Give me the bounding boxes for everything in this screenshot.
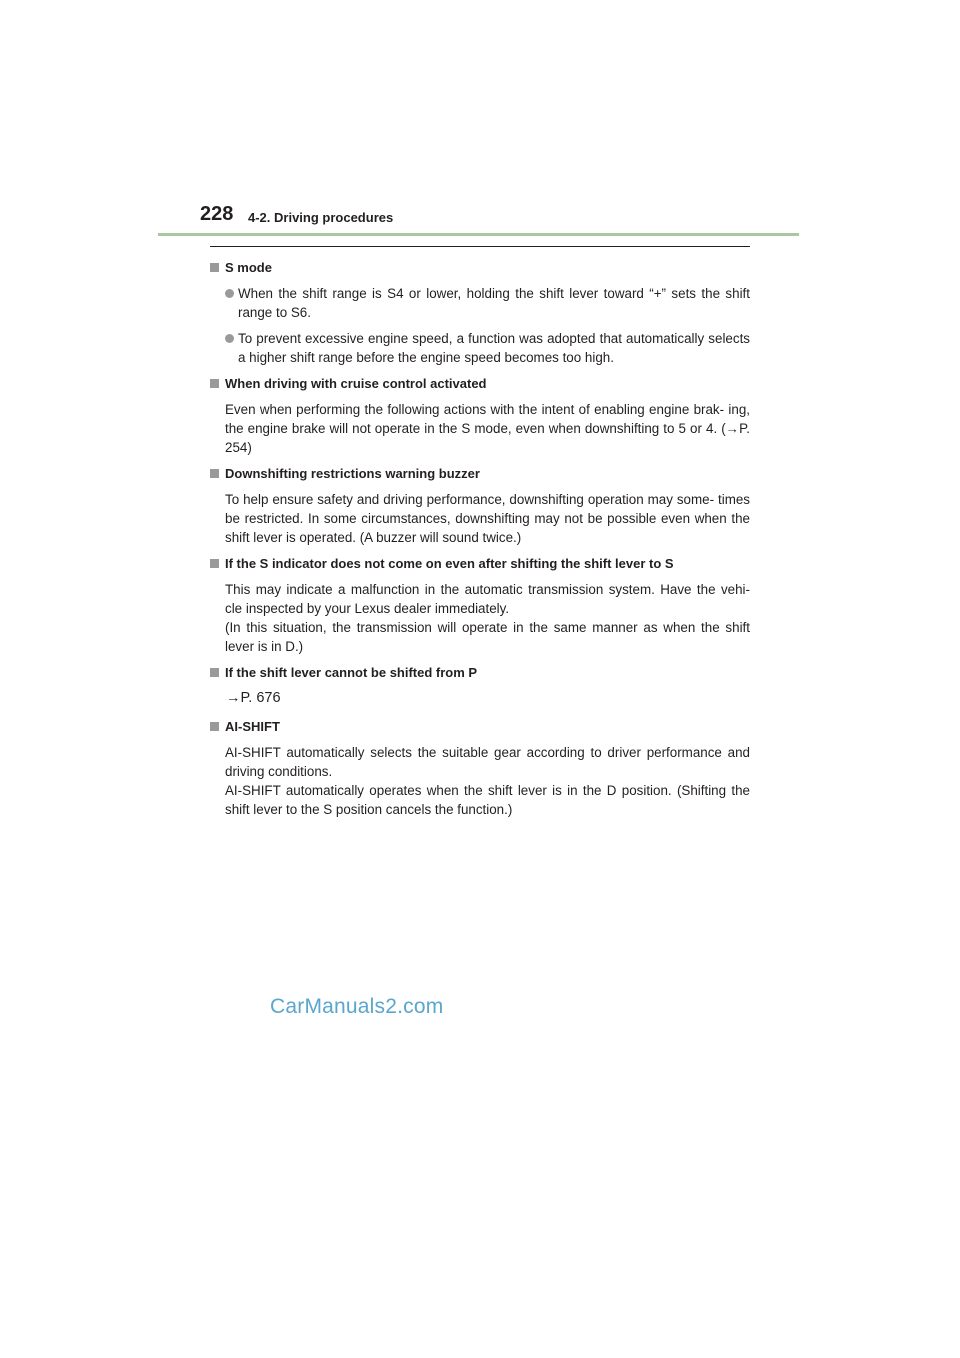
- bullet-item: [210, 284, 750, 322]
- square-bullet-icon: [210, 263, 219, 272]
- circle-bullet-icon: [225, 289, 234, 298]
- paragraph: Even when performing the following actions with the intent of enabling engine brak- ing, the engine brake will not operate in the S mode, even when downshifting to 5 or 4. (→P. 254): [225, 402, 750, 455]
- heading-ai-shift: [210, 717, 750, 736]
- paragraph: AI-SHIFT automatically selects the suitable gear according to driver performance and driving conditions.: [225, 745, 750, 779]
- content-rule: [210, 246, 750, 247]
- section-title: 4-2. Driving procedures: [248, 210, 394, 225]
- paragraph: To help ensure safety and driving performance, downshifting operation may some- times be restricted. In some circumstances, downshifting may not be possible even when the shift lever is operated. (A buzzer will sound twice.): [225, 492, 750, 545]
- page-number: 228: [200, 203, 234, 225]
- bullet-text: When the shift range is S4 or lower, holding the shift lever toward “+” sets the shift range to S6.: [238, 286, 750, 320]
- heading-text: If the S indicator does not come on even after shifting the shift lever to S: [225, 556, 674, 571]
- watermark-text: CarManuals2.com: [270, 995, 444, 1018]
- square-bullet-icon: [210, 559, 219, 568]
- page-reference: →P. 676: [226, 690, 281, 706]
- heading-text: Downshifting restrictions warning buzzer: [225, 466, 480, 481]
- heading-s-indicator: [210, 554, 750, 573]
- square-bullet-icon: [210, 469, 219, 478]
- header-rule: [158, 233, 799, 236]
- heading-s-mode: [210, 258, 750, 277]
- heading-text: When driving with cruise control activated: [225, 376, 487, 391]
- square-bullet-icon: [210, 668, 219, 677]
- heading-text: If the shift lever cannot be shifted from P: [225, 665, 478, 680]
- bullet-item: [210, 329, 750, 367]
- heading-cruise-control: [210, 374, 750, 393]
- heading-text: S mode: [225, 260, 272, 275]
- paragraph: This may indicate a malfunction in the automatic transmission system. Have the vehi- cle inspected by your Lexus dealer immediately.: [225, 582, 750, 616]
- bullet-text: To prevent excessive engine speed, a function was adopted that automatically selects a higher shift range before the engine speed becomes too high.: [238, 331, 750, 365]
- content: [210, 258, 750, 826]
- circle-bullet-icon: [225, 334, 234, 343]
- heading-downshift-buzzer: [210, 464, 750, 483]
- paragraph: (In this situation, the transmission will operate in the same manner as when the shift lever is in D.): [225, 620, 750, 654]
- square-bullet-icon: [210, 722, 219, 731]
- heading-shift-from-p: [210, 663, 750, 682]
- square-bullet-icon: [210, 379, 219, 388]
- heading-text: AI-SHIFT: [225, 719, 280, 734]
- paragraph: AI-SHIFT automatically operates when the shift lever is in the D position. (Shifting the shift lever to the S position cancels the function.): [225, 783, 750, 817]
